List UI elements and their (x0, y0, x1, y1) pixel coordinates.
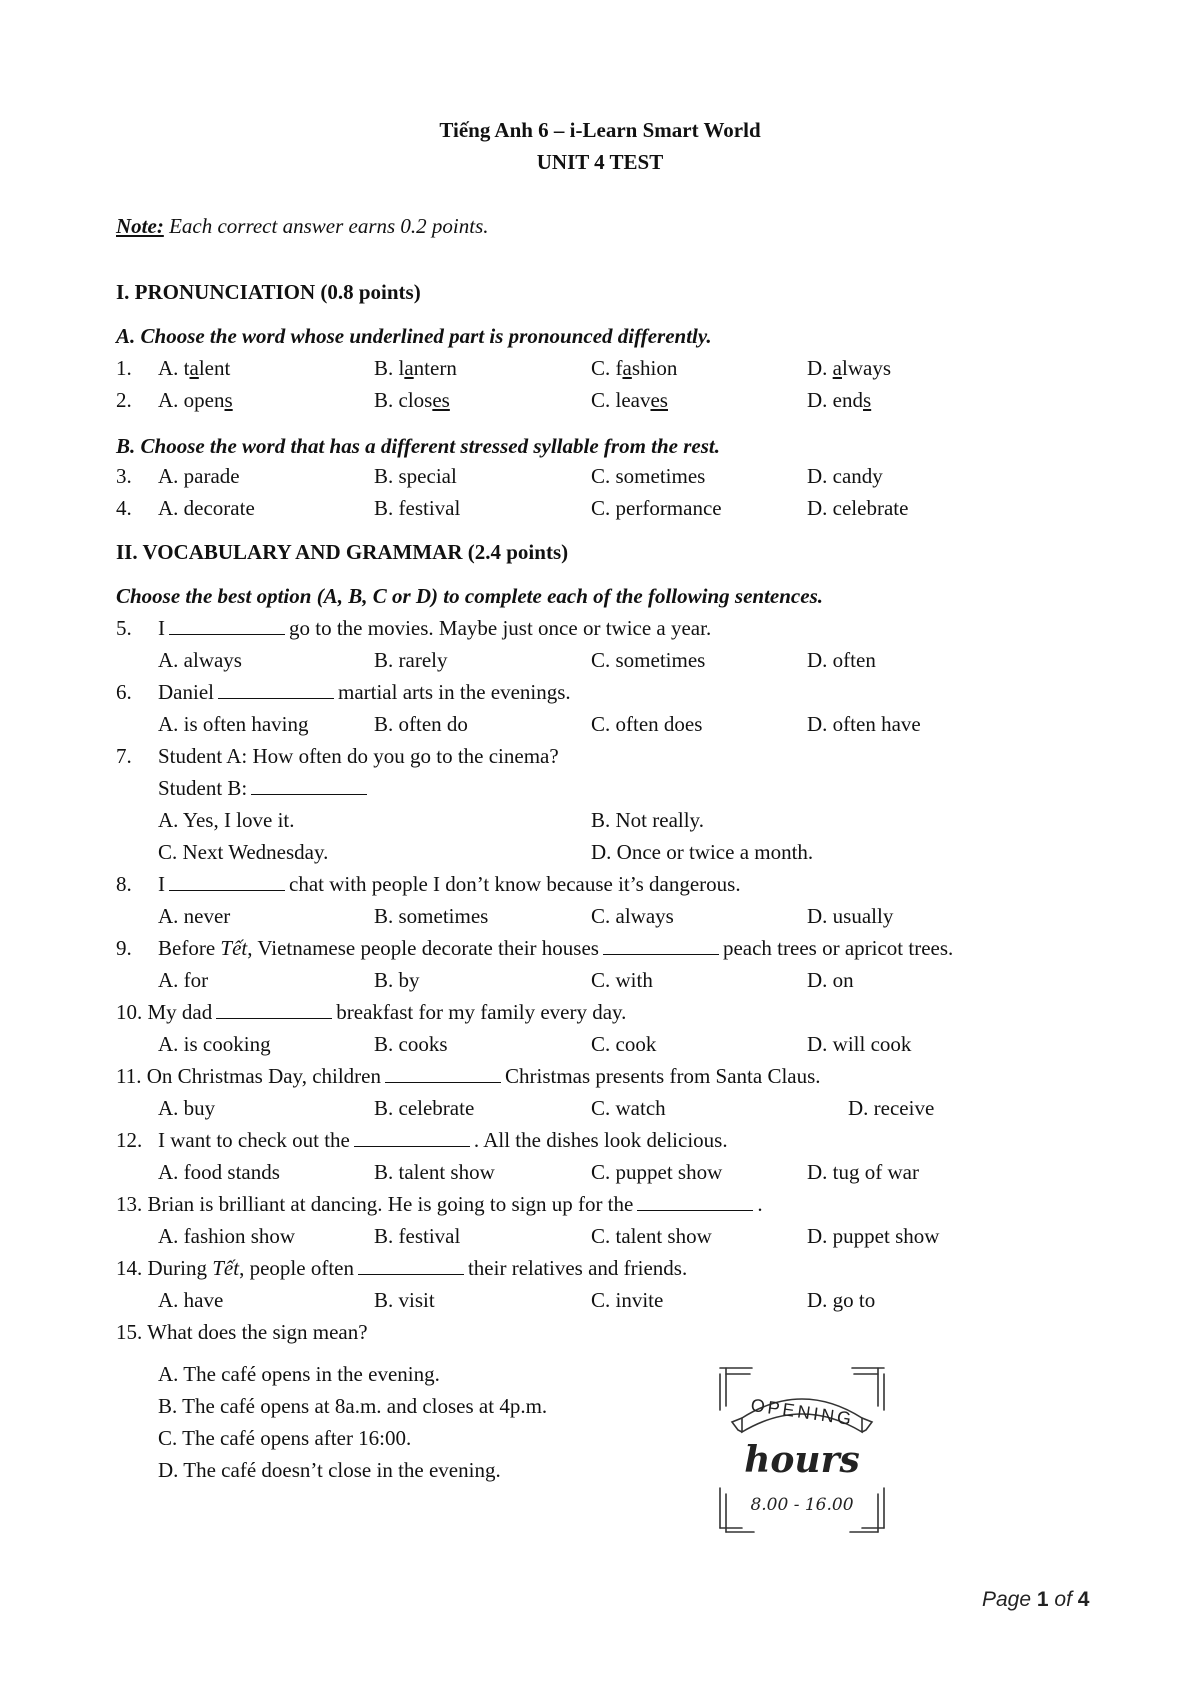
answer-blank (216, 1000, 332, 1019)
option-a: A. parade (158, 464, 240, 488)
option-c: C. invite (591, 1288, 664, 1312)
question-15-option-d (0, 1458, 1200, 1488)
question-3 (0, 464, 1200, 494)
question-15-option-b (0, 1394, 1200, 1424)
document-subtitle: UNIT 4 TEST (536, 150, 664, 174)
question-stem-2: Student B: (158, 776, 371, 801)
option-b: B. often do (374, 712, 468, 736)
option-b: B. The café opens at 8a.m. and closes at 4p.m. (158, 1394, 548, 1418)
question-2 (0, 388, 1200, 418)
option-d: D. usually (807, 904, 894, 928)
option-a: A. always (158, 648, 242, 672)
answer-blank (354, 1128, 470, 1147)
option-b: B. cooks (374, 1032, 448, 1056)
note-label: Note: (116, 214, 164, 238)
question-stem: I want to check out the . All the dishes look delicious. (158, 1128, 728, 1152)
question-15-option-c (0, 1426, 1200, 1456)
sign-opening-text: OPENING (749, 1394, 856, 1430)
option-a: A. have (158, 1288, 224, 1312)
page-number-footer: Page 1 of 4 (982, 1588, 1090, 1611)
question-9-options (0, 968, 1200, 998)
option-d: D. often (807, 648, 876, 672)
question-number: 6. (116, 680, 132, 704)
question-14 (0, 1256, 1200, 1286)
option-d: D. celebrate (807, 496, 909, 520)
sign-time-text: 8.00 - 16.00 (750, 1495, 854, 1515)
question-12 (0, 1128, 1200, 1158)
question-number: 10. My dad breakfast for my family every day. (116, 1000, 627, 1024)
option-a: A. food stands (158, 1160, 280, 1184)
question-13 (0, 1192, 1200, 1222)
option-c: C. with (591, 968, 653, 992)
option-d: D. go to (807, 1288, 876, 1312)
question-4 (0, 496, 1200, 526)
answer-blank (603, 936, 719, 955)
option-a: A. never (158, 904, 231, 928)
question-11 (0, 1064, 1200, 1094)
question-7 (0, 744, 1200, 774)
question-stem: Daniel martial arts in the evenings. (158, 680, 571, 704)
option-b: B. rarely (374, 648, 448, 672)
question-10 (0, 1000, 1200, 1030)
question-stem: Student A: How often do you go to the cinema? (158, 744, 559, 768)
sign-hours-text: hours (744, 1439, 860, 1481)
question-1 (0, 356, 1200, 386)
question-number: 3. (116, 464, 132, 488)
option-a: A. talent (158, 356, 231, 380)
answer-blank (218, 680, 334, 699)
opening-hours-sign-image (712, 1360, 892, 1540)
question-10-options (0, 1032, 1200, 1062)
question-number: 12. (116, 1128, 143, 1152)
option-d: D. on (807, 968, 854, 992)
instruction-part-a: A. Choose the word whose underlined part is pronounced differently. (116, 324, 712, 348)
question-number: 2. (116, 388, 132, 412)
option-c: C. sometimes (591, 464, 706, 488)
note-text: Each correct answer earns 0.2 points. (163, 214, 489, 238)
option-a: A. is often having (158, 712, 309, 736)
option-b: B. celebrate (374, 1096, 475, 1120)
answer-blank (169, 872, 285, 891)
question-13-options (0, 1224, 1200, 1254)
instruction-vocabulary: Choose the best option (A, B, C or D) to complete each of the following sentences. (116, 584, 823, 608)
question-12-options (0, 1160, 1200, 1190)
option-d: D. ends (807, 388, 872, 412)
answer-blank (169, 616, 285, 635)
option-b: B. sometimes (374, 904, 489, 928)
answer-blank (251, 776, 367, 795)
question-7-options-row2 (0, 840, 1200, 870)
question-number: 4. (116, 496, 132, 520)
option-c: C. often does (591, 712, 703, 736)
option-b: B. talent show (374, 1160, 495, 1184)
option-b: B. visit (374, 1288, 435, 1312)
question-11-options (0, 1096, 1200, 1126)
question-number: 11. On Christmas Day, children Christmas presents from Santa Claus. (116, 1064, 821, 1088)
question-number: 9. (116, 936, 132, 960)
option-d: D. Once or twice a month. (591, 840, 814, 864)
answer-blank (637, 1192, 753, 1211)
option-b: B. closes (374, 388, 450, 412)
question-7-student-b (0, 776, 1200, 806)
question-number: 15. What does the sign mean? (116, 1320, 368, 1344)
question-6 (0, 680, 1200, 710)
answer-blank (358, 1256, 464, 1275)
question-stem: I go to the movies. Maybe just once or twice a year. (158, 616, 712, 640)
option-c: C. cook (591, 1032, 657, 1056)
question-5 (0, 616, 1200, 646)
section-pronunciation-heading: I. PRONUNCIATION (0.8 points) (116, 280, 421, 304)
option-b: B. festival (374, 496, 461, 520)
question-9 (0, 936, 1200, 966)
option-b: B. festival (374, 1224, 461, 1248)
question-8-options (0, 904, 1200, 934)
question-5-options (0, 648, 1200, 678)
question-number: 1. (116, 356, 132, 380)
question-number: 8. (116, 872, 132, 896)
option-a: A. decorate (158, 496, 255, 520)
option-b: B. special (374, 464, 457, 488)
option-a: A. is cooking (158, 1032, 271, 1056)
option-a: A. for (158, 968, 209, 992)
question-15-option-a (0, 1362, 1200, 1392)
option-c: C. puppet show (591, 1160, 723, 1184)
option-b: B. Not really. (591, 808, 704, 832)
option-b: B. by (374, 968, 420, 992)
question-15 (0, 1320, 1200, 1350)
option-c: C. watch (591, 1096, 666, 1120)
option-a: A. buy (158, 1096, 216, 1120)
option-c: C. Next Wednesday. (158, 840, 329, 864)
answer-blank (385, 1064, 501, 1083)
option-d: D. candy (807, 464, 883, 488)
option-a: A. opens (158, 388, 233, 412)
question-stem: Before Tết, Vietnamese people decorate their houses peach trees or apricot trees. (158, 936, 954, 960)
option-d: D. will cook (807, 1032, 912, 1056)
instruction-part-b: B. Choose the word that has a different stressed syllable from the rest. (116, 434, 720, 458)
option-d: D. The café doesn’t close in the evening. (158, 1458, 501, 1482)
option-a: A. The café opens in the evening. (158, 1362, 440, 1386)
option-d: D. tug of war (807, 1160, 919, 1184)
question-stem: I chat with people I don’t know because it’s dangerous. (158, 872, 741, 896)
option-c: C. leaves (591, 388, 668, 412)
option-c: C. fashion (591, 356, 678, 380)
option-c: C. always (591, 904, 674, 928)
option-b: B. lantern (374, 356, 457, 380)
question-14-options (0, 1288, 1200, 1318)
question-number: 5. (116, 616, 132, 640)
question-number: 13. Brian is brilliant at dancing. He is going to sign up for the . (116, 1192, 763, 1216)
option-c: C. performance (591, 496, 722, 520)
question-number: 7. (116, 744, 132, 768)
option-a: A. Yes, I love it. (158, 808, 295, 832)
note (116, 214, 489, 239)
option-d: D. always (807, 356, 891, 380)
option-c: C. sometimes (591, 648, 706, 672)
option-a: A. fashion show (158, 1224, 296, 1248)
question-6-options (0, 712, 1200, 742)
option-c: C. The café opens after 16:00. (158, 1426, 412, 1450)
option-d: D. often have (807, 712, 921, 736)
question-8 (0, 872, 1200, 902)
document-title: Tiếng Anh 6 – i-Learn Smart World (439, 118, 761, 142)
question-7-options-row1 (0, 808, 1200, 838)
option-c: C. talent show (591, 1224, 712, 1248)
question-number: 14. During Tết, people often their relatives and friends. (116, 1256, 688, 1280)
option-d: D. receive (848, 1096, 935, 1120)
section-vocabulary-heading: II. VOCABULARY AND GRAMMAR (2.4 points) (116, 540, 569, 564)
option-d: D. puppet show (807, 1224, 940, 1248)
